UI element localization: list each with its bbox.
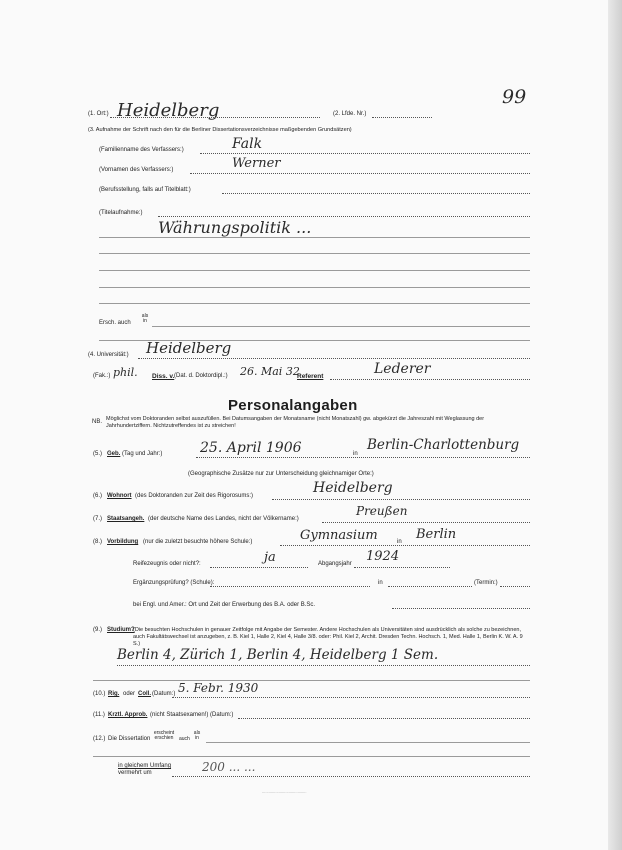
vorbildung-label: Vorbildung <box>107 539 139 545</box>
wohnort-label: Wohnort <box>107 493 132 499</box>
staat-num: (7.) <box>93 516 102 522</box>
termin-label: (Termin:) <box>474 580 498 586</box>
diss-in: in <box>195 735 199 741</box>
krztl-label: Krztl. Approb. <box>108 712 148 718</box>
ergaenzung-line-2 <box>388 586 472 587</box>
ergaenzung-label: Ergänzungsprüfung? (Schule): <box>133 580 215 586</box>
diss-line-2 <box>93 756 530 757</box>
krztl-line <box>238 718 530 719</box>
gleich-line <box>172 776 530 777</box>
engl-line <box>392 608 530 609</box>
studium-label: Studium? <box>107 627 135 633</box>
titel-line-3 <box>99 253 530 254</box>
rig-line <box>172 697 530 698</box>
geb-label: Geb. <box>107 451 121 457</box>
studium-num: (9.) <box>93 627 102 633</box>
universitaet-value: Heidelberg <box>146 339 232 357</box>
geb-num: (5.) <box>93 451 102 457</box>
aufnahme-label: (3. Aufnahme der Schrift nach den für die Berliner Dissertationsverzeichnisse maßgebenden Grundsätzen) <box>88 127 352 133</box>
geb-hint: (Tag und Jahr:) <box>122 451 163 457</box>
datum-doktordipl-label: (Dat. d. Doktordipl.:) <box>174 373 228 379</box>
footer-print: ........................................ <box>262 789 307 794</box>
studium-line-2 <box>93 680 530 681</box>
rig-label: Rig. <box>108 691 120 697</box>
termin-line <box>500 586 530 587</box>
universitaet-label: (4. Universität:) <box>88 352 129 358</box>
reife-value: ja <box>264 550 276 565</box>
wohnort-hint: (des Doktoranden zur Zeit des Rigorosums:) <box>135 493 254 499</box>
wohnort-value: Heidelberg <box>313 480 393 496</box>
studium-value: Berlin 4, Zürich 1, Berlin 4, Heidelberg 1 Sem. <box>117 647 439 663</box>
ersch-line-1 <box>152 326 530 327</box>
abgangsjahr-label: Abgangsjahr <box>318 561 352 567</box>
studium-hint: (Die besuchten Hochschulen in genauer Zeitfolge mit Angabe der Semester. Andere Hochschulen als Universitäten sind ausdrücklich als solche zu bezeichnen, auch Fakultätswechsel ist anzugeben, z. B. Kiel 1, Halle 2, Kiel 4, Halle 3/8. oder: Phil. Kiel 2, Archit. Dresden Techn. Hochsch. 1, Med. Halle 1, Berlin K. W. A. 9 S.) <box>133 627 523 647</box>
ergaenzung-in: in <box>378 580 383 586</box>
familienname-line <box>200 153 530 154</box>
lfde-nr-label: (2. Lfde. Nr.) <box>333 111 367 117</box>
vornamen-line <box>190 173 530 174</box>
titel-line-6 <box>99 303 530 304</box>
vorbildung-hint: (nur die zuletzt besuchte höhere Schule:) <box>143 539 253 545</box>
rig-hint: (Datum:) <box>152 691 176 697</box>
staat-label: Staatsangeh. <box>107 516 145 522</box>
diss-als-in <box>192 731 202 741</box>
ersch-auch-label: Ersch. auch <box>99 320 131 326</box>
krztl-hint: (nicht Staatsexamen!) (Datum:) <box>150 712 234 718</box>
reife-label: Reifezeugnis oder nicht?: <box>133 561 201 567</box>
rig-oder: oder <box>123 691 136 697</box>
rig-num: (10.) <box>93 691 106 697</box>
gleich-value: 200 ... ... <box>202 760 256 774</box>
studium-line-1 <box>117 665 530 666</box>
wohnort-line <box>272 499 530 500</box>
diss-auch: auch <box>179 736 190 742</box>
familienname-label: (Familienname des Verfassers:) <box>99 147 184 153</box>
vorbildung-in: in <box>397 539 402 545</box>
fak-value: phil. <box>113 366 138 379</box>
vornamen-value: Werner <box>232 156 281 171</box>
geb-value: 25. April 1906 <box>200 440 302 456</box>
geo-hint: (Geographische Zusätze nur zur Unterscheidung gleichnamiger Orte:) <box>188 471 374 477</box>
diss-erscheint: erscheint <box>153 730 175 736</box>
diss-line-1 <box>206 742 530 743</box>
diss-num: (12.) <box>93 736 106 742</box>
titel-line-1 <box>158 216 530 217</box>
fak-label: (Fak.:) <box>93 373 111 379</box>
page-edge-shadow <box>608 0 622 850</box>
ersch-als-in <box>140 314 150 324</box>
titel-line-2 <box>99 237 530 238</box>
titel-value: Währungspolitik ... <box>158 218 312 237</box>
beruf-line <box>222 193 530 194</box>
ersch-in: in <box>143 318 147 324</box>
krztl-num: (11.) <box>93 712 105 718</box>
vornamen-label: (Vornamen des Verfassers:) <box>99 167 174 173</box>
geb-in: in <box>353 451 358 457</box>
nb-label: NB. <box>92 419 103 425</box>
ersch-als: als <box>141 313 149 319</box>
personalangaben-heading: Personalangaben <box>228 397 358 414</box>
wohnort-num: (6.) <box>93 493 102 499</box>
vorbildung-ort: Berlin <box>416 527 457 542</box>
vorbildung-value: Gymnasium <box>300 528 378 543</box>
lfde-nr-line <box>372 117 432 118</box>
staat-line <box>322 522 530 523</box>
abgangsjahr-value: 1924 <box>366 549 400 564</box>
titel-label: (Titelaufnahme:) <box>99 210 143 216</box>
geb-line <box>196 457 530 458</box>
page-number: 99 <box>502 86 527 108</box>
ort-label: (1. Ort:) <box>88 111 109 117</box>
datum-doktordipl-value: 26. Mai 32 <box>240 365 300 378</box>
familienname-value: Falk <box>232 136 263 152</box>
ort-line <box>110 117 320 118</box>
vorbildung-num: (8.) <box>93 539 102 545</box>
diss-erschien: erschien <box>154 735 174 741</box>
ort-value: Heidelberg <box>117 100 220 121</box>
staat-hint: (der deutsche Name des Landes, nicht der Völkername:) <box>148 516 299 522</box>
abgangsjahr-line <box>354 567 450 568</box>
nb-text: Möglichst vom Doktoranden selbst auszufüllen. Bei Datumsangaben der Monatsname (nicht Monatszahl) gw. abgekürzt die Jahreszahl mit Weglassung der Jahrhundertziffern. Nichtzutreffendes ist zu streichen! <box>106 416 485 429</box>
gleich-label-2: vermehrt um <box>118 770 152 776</box>
staat-value: Preußen <box>356 504 408 518</box>
vorbildung-line <box>280 545 530 546</box>
ergaenzung-line-1 <box>210 586 370 587</box>
diss-als: als <box>193 730 201 736</box>
referent-value: Lederer <box>374 361 431 377</box>
universitaet-line <box>138 358 530 359</box>
diss-label: Die Dissertation <box>108 736 151 742</box>
coll-label: Coll. <box>138 691 151 697</box>
diss-erscheint-erschien <box>152 731 176 741</box>
engl-label: bei Engl. und Amer.: Ort und Zeit der Erwerbung des B.A. oder B.Sc. <box>133 602 316 608</box>
geb-ort: Berlin-Charlottenburg <box>367 437 520 453</box>
rig-value: 5. Febr. 1930 <box>178 681 259 695</box>
referent-label: Referent <box>297 373 324 380</box>
titel-line-5 <box>99 287 530 288</box>
referent-line <box>330 379 530 380</box>
reife-line <box>210 567 308 568</box>
titel-line-4 <box>99 270 530 271</box>
beruf-label: (Berufsstellung, falls auf Titelblatt:) <box>99 187 191 193</box>
gleich-label: in gleichem Umfang <box>118 763 172 769</box>
diss-v-label: Diss. v. <box>152 373 175 380</box>
